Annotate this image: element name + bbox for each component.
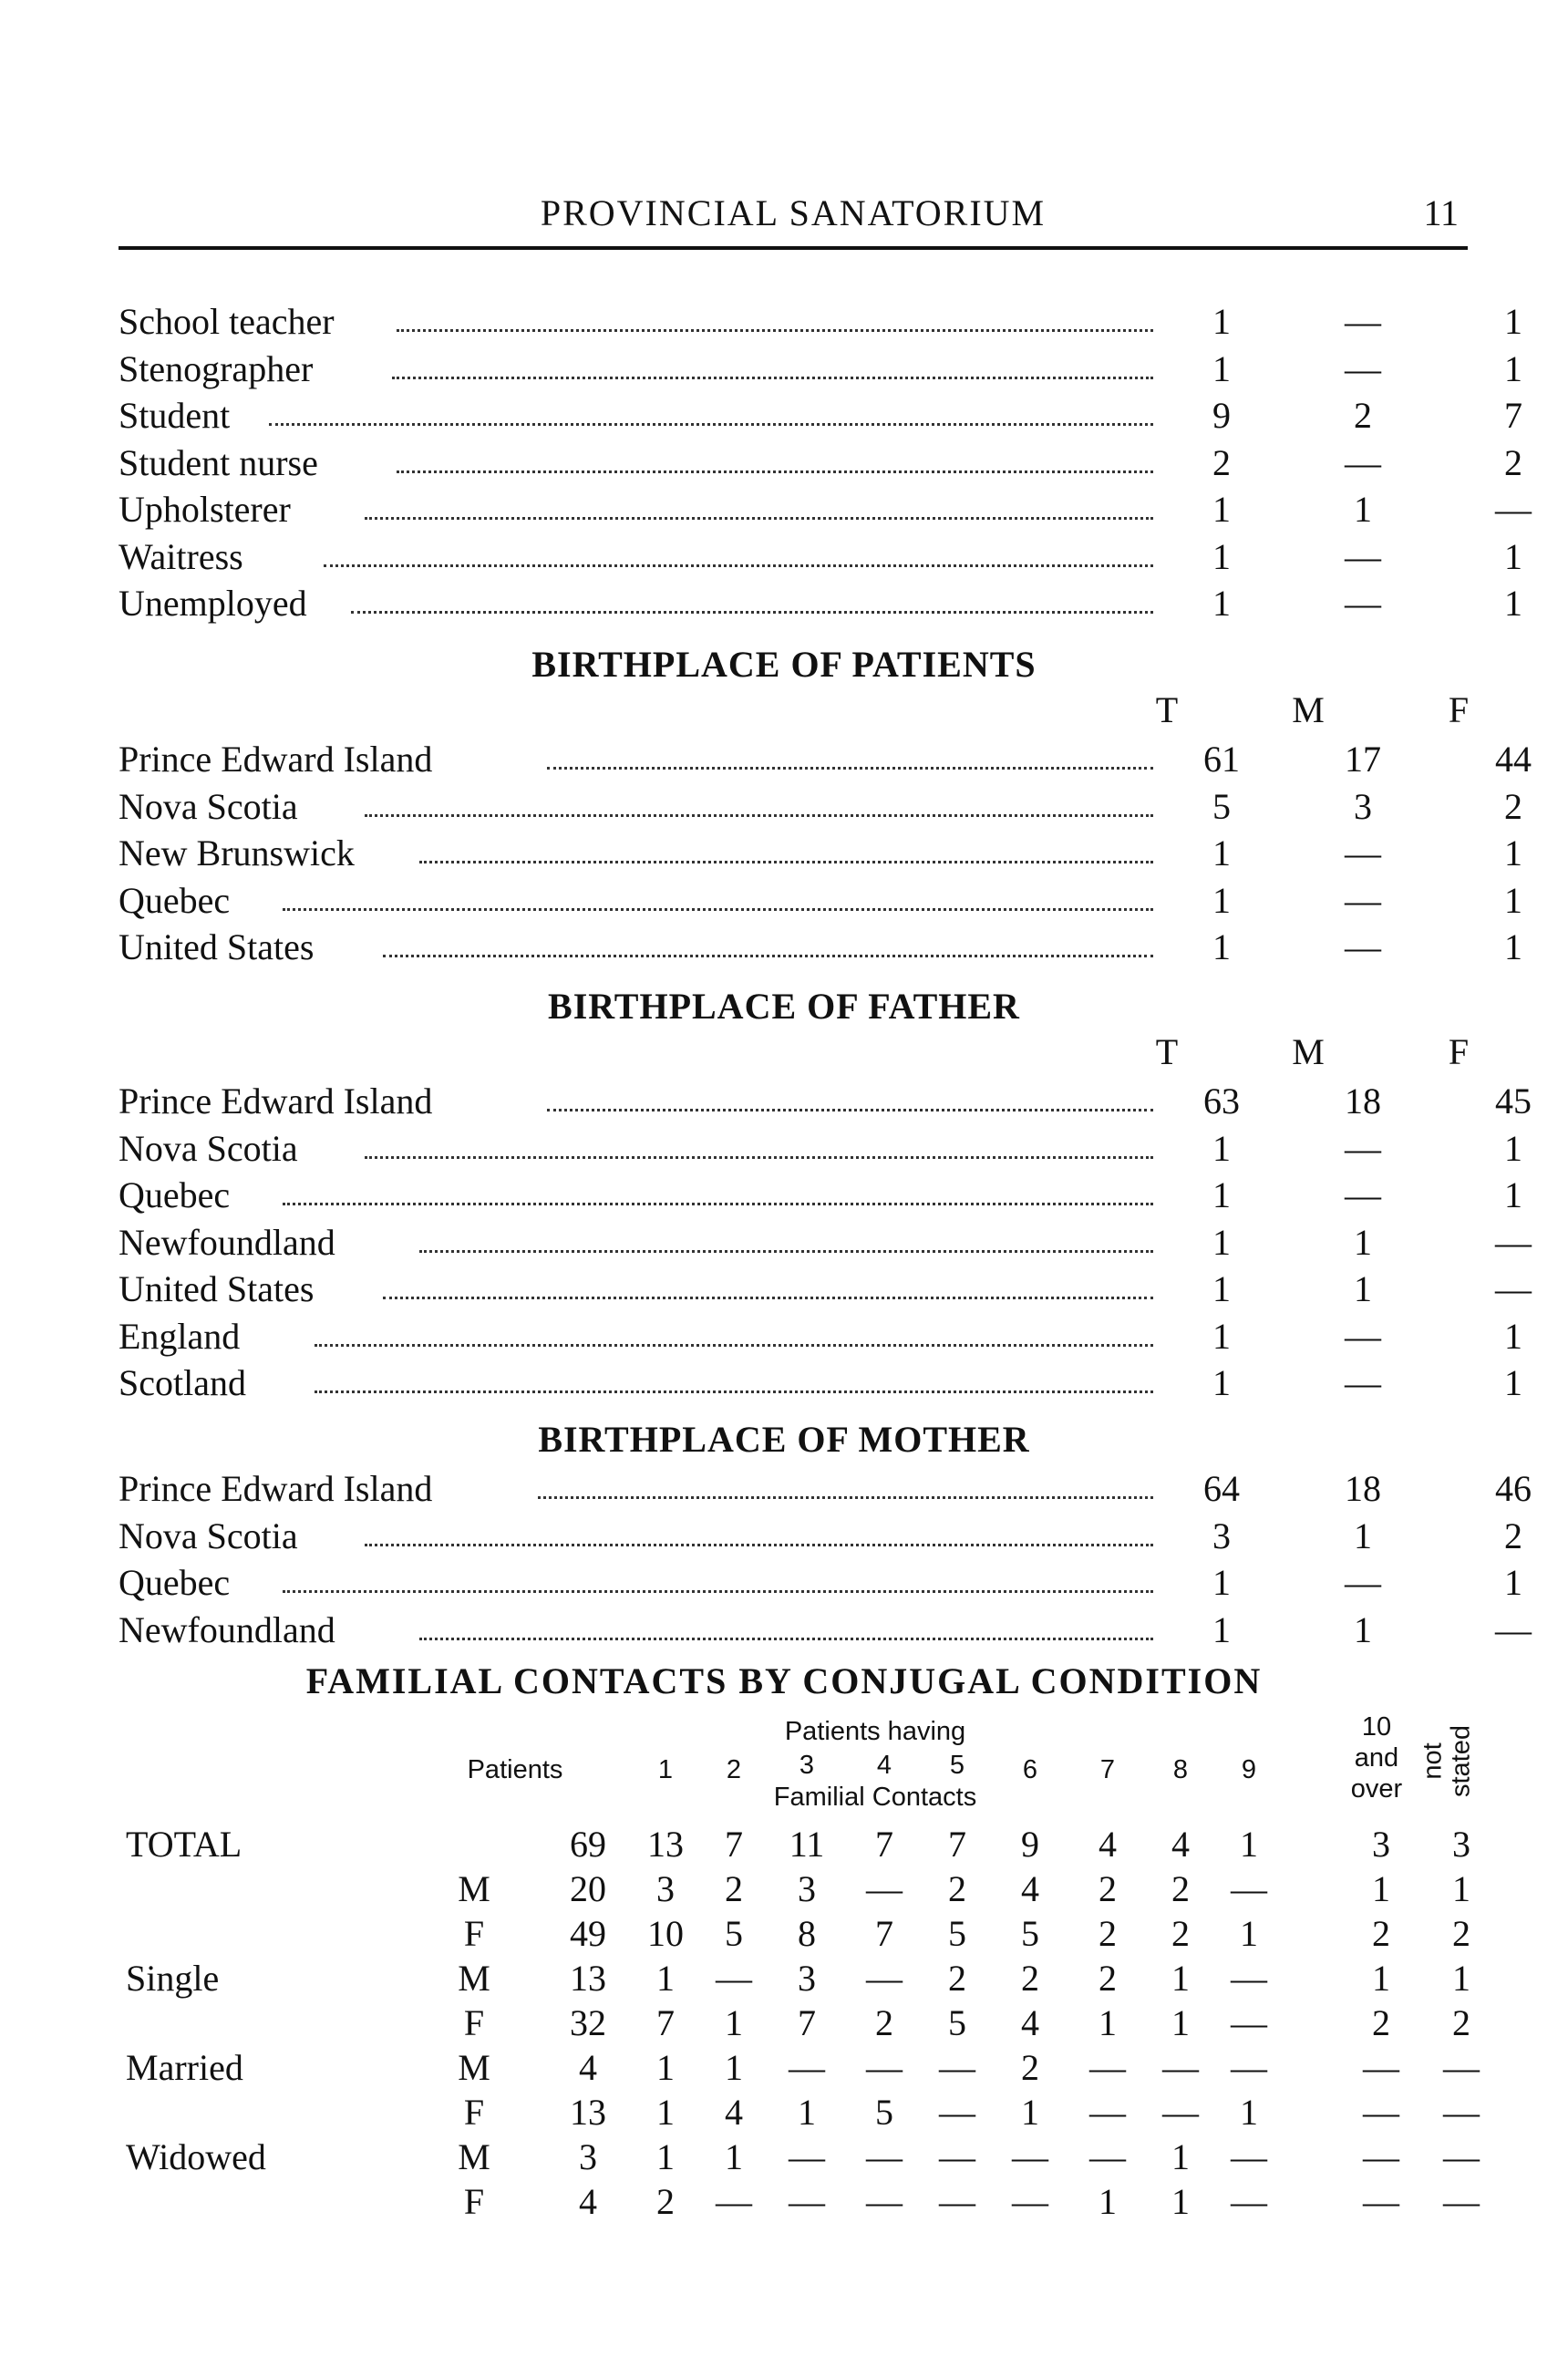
table-cell: 1 [1240,1824,1258,1865]
table-cell: 2 [875,2002,893,2043]
table-row [119,784,1522,830]
table-cell: 7 [656,2002,675,2043]
value-t: 1 [1212,1608,1231,1650]
value-f: 1 [1504,926,1522,967]
value-m: — [1345,347,1381,389]
table-row [119,487,1532,532]
dot-leader [419,1638,1153,1640]
running-header [119,191,1468,250]
section-heading-father: BIRTHPLACE OF FATHER [548,986,1020,1027]
table-cell: 4 [725,2092,743,2133]
dot-leader [324,564,1153,567]
row-label: United States [119,1268,315,1309]
value-f: 1 [1504,1315,1522,1357]
table-cell: — [1363,2092,1399,2133]
value-f: 1 [1504,1174,1522,1215]
row-label: Scotland [119,1362,246,1403]
table-cell: 1 [1372,1958,1390,1999]
contacts-col-head: 8 [1172,1755,1189,1784]
table-cell: 4 [579,2047,597,2088]
value-f: — [1495,489,1532,530]
table-row [0,1822,1568,1867]
table-cell: — [939,2136,975,2177]
dot-leader [315,1344,1153,1347]
table-row [0,1866,1568,1912]
table-cell: 2 [1372,1913,1390,1954]
table-cell: — [939,2181,975,2222]
sex-label: M [458,2136,490,2177]
table-cell: 2 [1021,2047,1039,2088]
table-cell: 3 [1452,1824,1470,1865]
row-label: Waitress [119,535,243,577]
row-label: Student nurse [119,441,318,483]
table-cell: 2 [1171,1868,1190,1909]
dot-leader [315,1390,1153,1393]
table-row [119,1220,1532,1266]
table-cell: — [866,2181,903,2222]
table-cell: — [1231,1868,1267,1909]
row-label: United States [119,926,315,967]
dot-leader [269,423,1153,426]
table-cell: 1 [725,2136,743,2177]
table-cell: 7 [875,1913,893,1954]
value-t: 1 [1212,879,1231,921]
row-label: Quebec [119,1174,231,1215]
table-cell: — [1443,2181,1480,2222]
table-cell: — [1443,2136,1480,2177]
patients-col-head: Patients [467,1755,563,1784]
value-t: 1 [1212,1174,1231,1215]
value-f: 2 [1504,441,1522,483]
row-label: Nova Scotia [119,1514,298,1556]
table-cell: 1 [725,2047,743,2088]
row-label: Nova Scotia [119,785,298,827]
table-cell: — [1363,2136,1399,2177]
table-cell: 7 [725,1824,743,1865]
dot-leader [397,329,1153,332]
table-cell: 13 [647,1824,684,1865]
table-cell: 5 [948,2002,966,2043]
value-f: 1 [1504,301,1522,342]
table-cell: — [1443,2047,1480,2088]
sex-label: M [458,1868,490,1909]
table-cell: 3 [798,1868,816,1909]
contacts-col-head: 3 [799,1751,815,1780]
table-cell: 3 [579,2136,597,2177]
value-t: 1 [1212,832,1231,874]
table-cell: 7 [948,1824,966,1865]
row-label: Nova Scotia [119,1127,298,1169]
row-label: Widowed [126,2136,266,2177]
table-cell: 1 [1171,2181,1190,2222]
value-m: 18 [1345,1468,1381,1509]
row-label: New Brunswick [119,832,355,874]
table-cell: 1 [1021,2092,1039,2133]
row-label: Stenographer [119,347,314,389]
row-label: Prince Edward Island [119,1468,433,1509]
table-row [119,1173,1522,1218]
patients-having-head: Patients having [784,1717,966,1746]
table-cell: 1 [798,2092,816,2133]
table-cell: 20 [570,1868,606,1909]
row-label: Prince Edward Island [119,739,433,780]
value-m: — [1345,301,1381,342]
value-m: 1 [1354,1514,1372,1556]
dot-leader [283,908,1153,911]
value-f: 1 [1504,832,1522,874]
table-row [119,1608,1532,1653]
table-cell: 2 [656,2181,675,2222]
table-row [119,1126,1522,1172]
table-cell: — [866,2136,903,2177]
value-t: 1 [1212,1127,1231,1169]
value-m: 18 [1345,1080,1381,1122]
row-label: England [119,1315,241,1357]
table-row [119,299,1522,345]
dot-leader [365,1156,1153,1159]
table-cell: 1 [1240,2092,1258,2133]
value-t: 9 [1212,395,1231,436]
table-cell: 2 [1021,1958,1039,1999]
table-cell: — [1162,2047,1199,2088]
value-t: 1 [1212,347,1231,389]
value-m: — [1345,832,1381,874]
table-row [119,534,1522,580]
dot-leader [538,1496,1153,1499]
value-f: 2 [1504,785,1522,827]
row-label: Prince Edward Island [119,1080,433,1122]
col-head-m: M [1292,689,1325,730]
dot-leader [383,955,1153,957]
col-head-t: T [1155,689,1179,730]
row-label: Quebec [119,879,231,921]
col-head-f: F [1448,1031,1470,1072]
dot-leader [283,1203,1153,1205]
table-cell: — [1443,2092,1480,2133]
not-stated-head-2: stated [1446,1725,1476,1797]
value-m: — [1345,1362,1381,1403]
value-t: 61 [1203,739,1240,780]
table-cell: — [1363,2047,1399,2088]
table-cell: 1 [656,2047,675,2088]
table-cell: 7 [875,1824,893,1865]
value-t: 63 [1203,1080,1240,1122]
table-row [119,1360,1522,1406]
table-cell: 4 [1099,1824,1117,1865]
table-cell: — [789,2136,825,2177]
value-t: 1 [1212,1268,1231,1309]
value-f: — [1495,1268,1532,1309]
table-row [119,1466,1532,1512]
value-t: 1 [1212,1221,1231,1263]
table-cell: 32 [570,2002,606,2043]
table-cell: 4 [579,2181,597,2222]
sex-label: M [458,1958,490,1999]
table-row [119,1514,1522,1559]
contacts-col-head: 7 [1099,1755,1116,1784]
table-row [0,2045,1568,2091]
table-cell: 3 [798,1958,816,1999]
contacts-col-head: 6 [1022,1755,1038,1784]
col-head-t: T [1155,1031,1179,1072]
table-row [119,1079,1532,1124]
table-cell: — [1089,2047,1126,2088]
value-t: 1 [1212,1362,1231,1403]
familial-title: FAMILIAL CONTACTS BY CONJUGAL CONDITION [305,1660,1263,1701]
dot-leader [365,814,1153,817]
table-cell: 13 [570,1958,606,1999]
sex-label: F [463,2181,485,2222]
table-row [119,1266,1532,1312]
table-cell: 1 [1171,1958,1190,1999]
table-cell: 4 [1021,2002,1039,2043]
dot-leader [419,1250,1153,1253]
table-row [119,581,1522,626]
table-cell: 69 [570,1824,606,1865]
table-row [0,1911,1568,1957]
col-head-f: F [1448,689,1470,730]
row-label: Quebec [119,1562,231,1603]
table-cell: 1 [1099,2181,1117,2222]
value-m: 1 [1354,1268,1372,1309]
table-row [0,2090,1568,2135]
dot-leader [383,1297,1153,1299]
table-cell: — [1089,2092,1126,2133]
table-row [119,925,1522,970]
table-cell: — [1012,2136,1048,2177]
running-title: PROVINCIAL SANATORIUM [540,192,1047,233]
table-cell: 4 [1171,1824,1190,1865]
table-cell: 1 [656,2092,675,2133]
ten-over-head-1: 10 [1361,1712,1392,1742]
value-t: 3 [1212,1514,1231,1556]
table-cell: — [1231,2136,1267,2177]
value-m: 3 [1354,785,1372,827]
row-label: TOTAL [126,1824,242,1865]
table-cell: 1 [725,2002,743,2043]
row-label: Married [126,2047,243,2088]
dot-leader [365,1544,1153,1546]
contacts-col-head: 9 [1241,1755,1257,1784]
section-heading-patients: BIRTHPLACE OF PATIENTS [531,644,1037,685]
table-cell: 1 [1171,2136,1190,2177]
table-cell: 1 [1452,1868,1470,1909]
value-f: — [1495,1608,1532,1650]
contacts-col-head: 1 [657,1755,674,1784]
value-m: — [1345,879,1381,921]
value-t: 1 [1212,301,1231,342]
dot-leader [547,767,1153,770]
value-f: 44 [1495,739,1532,780]
value-m: — [1345,441,1381,483]
table-cell: 1 [1240,1913,1258,1954]
page-number: 11 [1423,192,1459,233]
value-t: 64 [1203,1468,1240,1509]
value-m: — [1345,583,1381,624]
dot-leader [283,1590,1153,1593]
table-cell: — [789,2047,825,2088]
table-cell: 2 [1452,1913,1470,1954]
value-f: 1 [1504,583,1522,624]
dot-leader [365,517,1153,520]
table-cell: 13 [570,2092,606,2133]
value-f: 2 [1504,1514,1522,1556]
table-row [0,2179,1568,2225]
table-cell: — [716,1958,752,1999]
table-cell: — [1231,2181,1267,2222]
table-cell: 2 [1372,2002,1390,2043]
value-t: 1 [1212,489,1231,530]
table-cell: — [939,2092,975,2133]
table-row [0,2135,1568,2180]
row-label: Student [119,395,231,436]
value-m: 2 [1354,395,1372,436]
table-row [119,393,1522,439]
contacts-col-head: 4 [876,1751,892,1780]
table-cell: 1 [1372,1868,1390,1909]
table-row [119,1560,1522,1606]
sex-label: F [463,1913,485,1954]
table-cell: 3 [656,1868,675,1909]
sex-label: F [463,2092,485,2133]
table-cell: 5 [1021,1913,1039,1954]
row-label: Newfoundland [119,1608,335,1650]
value-t: 1 [1212,583,1231,624]
table-cell: — [1231,2047,1267,2088]
table-cell: — [1231,2002,1267,2043]
table-cell: 7 [798,2002,816,2043]
value-t: 1 [1212,535,1231,577]
table-cell: 2 [1099,1958,1117,1999]
familial-contacts-head: Familial Contacts [773,1783,977,1812]
value-m: 17 [1345,739,1381,780]
value-m: — [1345,535,1381,577]
dot-leader [351,611,1153,614]
table-cell: — [939,2047,975,2088]
table-cell: — [1089,2136,1126,2177]
table-cell: 1 [656,2136,675,2177]
dot-leader [397,470,1153,473]
row-label: School teacher [119,301,335,342]
table-cell: 4 [1021,1868,1039,1909]
table-cell: 8 [798,1913,816,1954]
table-row [119,346,1522,392]
row-label: Newfoundland [119,1221,335,1263]
table-cell: 2 [948,1958,966,1999]
value-f: 46 [1495,1468,1532,1509]
value-m: — [1345,926,1381,967]
value-m: 1 [1354,1221,1372,1263]
not-stated-head-1: not [1418,1742,1448,1780]
table-cell: — [1231,1958,1267,1999]
value-t: 2 [1212,441,1231,483]
value-t: 1 [1212,1315,1231,1357]
value-m: 1 [1354,489,1372,530]
dot-leader [392,377,1153,379]
table-row [119,737,1532,782]
value-f: 45 [1495,1080,1532,1122]
table-cell: 3 [1372,1824,1390,1865]
section-heading-mother: BIRTHPLACE OF MOTHER [538,1419,1030,1460]
value-t: 1 [1212,926,1231,967]
table-cell: 1 [1099,2002,1117,2043]
table-row [119,831,1522,876]
contacts-col-head: 5 [949,1751,965,1780]
table-cell: 5 [875,2092,893,2133]
contacts-col-head: 2 [726,1755,742,1784]
table-cell: — [866,1868,903,1909]
table-cell: 1 [656,1958,675,1999]
table-row [119,440,1522,486]
value-f: 1 [1504,535,1522,577]
table-row [119,1314,1522,1359]
table-cell: — [716,2181,752,2222]
table-row [0,1956,1568,2001]
value-m: 1 [1354,1608,1372,1650]
table-cell: 2 [1099,1913,1117,1954]
value-f: 1 [1504,1562,1522,1603]
table-cell: — [1363,2181,1399,2222]
value-m: — [1345,1562,1381,1603]
table-cell: 5 [948,1913,966,1954]
table-cell: — [1162,2092,1199,2133]
table-cell: 2 [725,1868,743,1909]
table-cell: 49 [570,1913,606,1954]
table-cell: — [789,2181,825,2222]
table-cell: 9 [1021,1824,1039,1865]
table-cell: 2 [948,1868,966,1909]
table-cell: 1 [1452,1958,1470,1999]
value-f: 1 [1504,1362,1522,1403]
sex-label: F [463,2002,485,2043]
row-label: Single [126,1958,220,1999]
table-row [0,2000,1568,2046]
table-cell: 2 [1171,1913,1190,1954]
row-label: Unemployed [119,583,307,624]
value-t: 1 [1212,1562,1231,1603]
value-f: 1 [1504,347,1522,389]
table-cell: 5 [725,1913,743,1954]
value-f: 1 [1504,1127,1522,1169]
table-cell: 2 [1099,1868,1117,1909]
value-m: — [1345,1315,1381,1357]
dot-leader [419,861,1153,863]
ten-over-head-3: over [1350,1774,1403,1804]
dot-leader [547,1109,1153,1111]
table-cell: — [866,1958,903,1999]
table-row [119,878,1522,924]
table-cell: 11 [789,1824,825,1865]
value-f: 7 [1504,395,1522,436]
value-m: — [1345,1174,1381,1215]
value-f: — [1495,1221,1532,1263]
ten-over-head-2: and [1354,1743,1399,1773]
table-cell: — [1012,2181,1048,2222]
table-cell: 10 [647,1913,684,1954]
value-t: 5 [1212,785,1231,827]
sex-label: M [458,2047,490,2088]
value-f: 1 [1504,879,1522,921]
table-cell: 2 [1452,2002,1470,2043]
row-label: Upholsterer [119,489,291,530]
col-head-m: M [1292,1031,1325,1072]
table-cell: 1 [1171,2002,1190,2043]
value-m: — [1345,1127,1381,1169]
table-cell: — [866,2047,903,2088]
